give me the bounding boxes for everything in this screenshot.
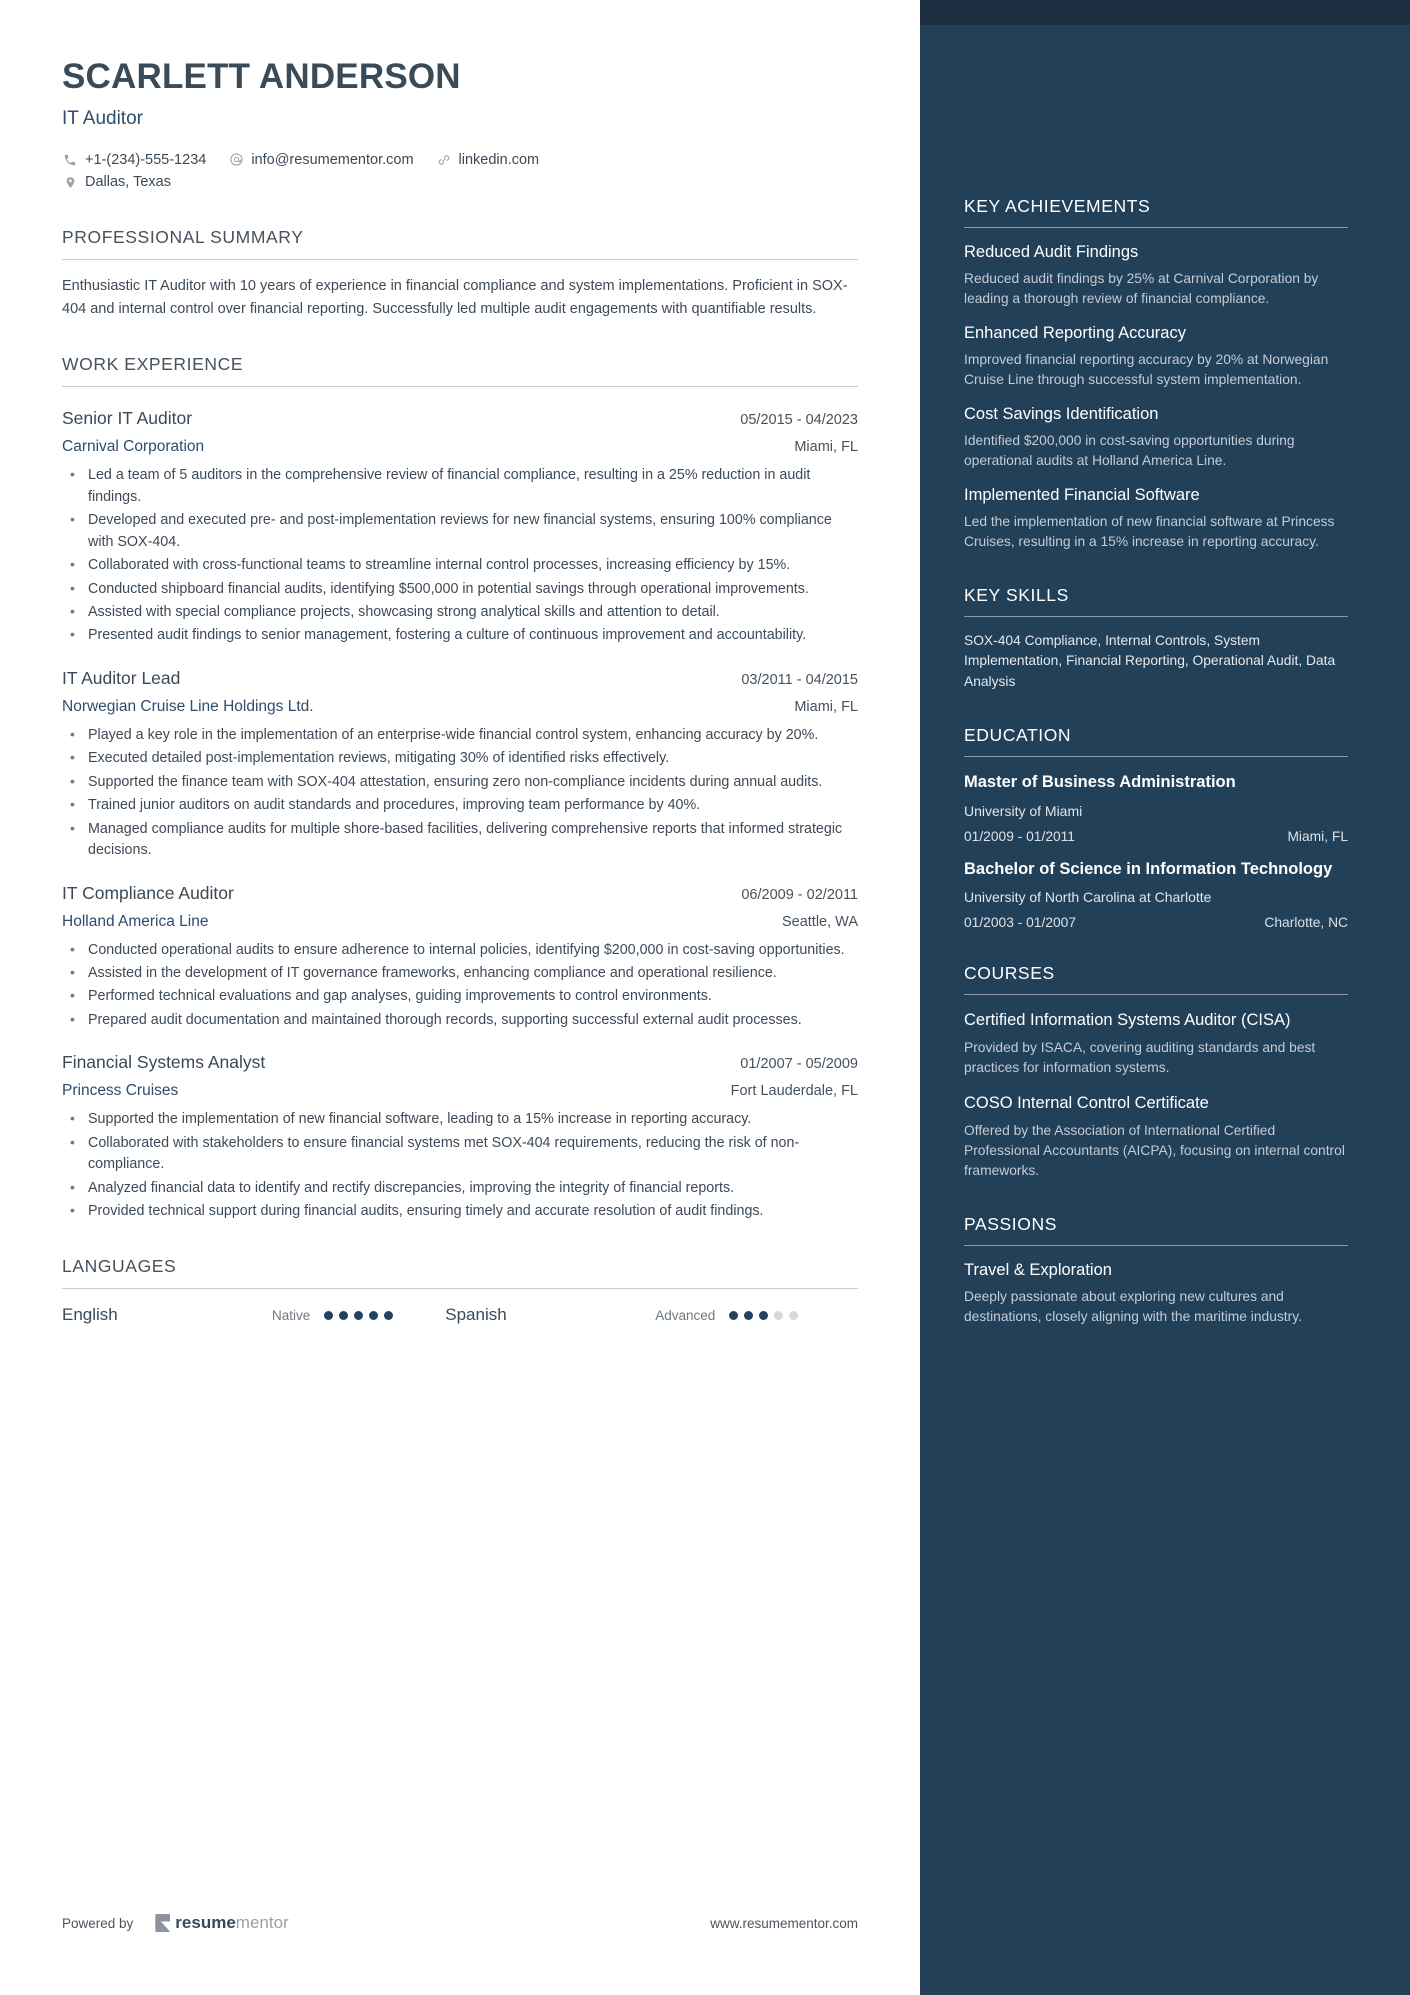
education-item <box>964 859 1348 931</box>
contact-linkedin[interactable] <box>436 149 540 171</box>
job-header-row <box>62 668 858 689</box>
job-bullet-list <box>62 465 858 647</box>
section-divider <box>964 227 1348 228</box>
phone-icon <box>62 152 78 168</box>
resumementor-logo-icon <box>155 1914 170 1932</box>
section-work-experience <box>62 354 858 1222</box>
achievement-description: Reduced audit findings by 25% at Carnival Corporation by leading a thorough review of financial compliance. <box>964 271 1319 306</box>
education-location: Miami, FL <box>1287 828 1348 844</box>
job-bullet: • Analyzed financial data to identify and rectify discrepancies, improving the integrity of financial reports. <box>62 1178 858 1199</box>
job-company-row <box>62 698 858 716</box>
key-skills-text: SOX-404 Compliance, Internal Controls, System Implementation, Financial Reporting, Operational Audit, Data Analysis <box>964 633 1336 689</box>
section-divider <box>62 386 858 387</box>
job-bullet: • Supported the finance team with SOX-404 attestation, ensuring zero non-compliance incidents during annual audits. <box>62 772 858 793</box>
section-key-achievements <box>964 196 1348 552</box>
job-company-row <box>62 913 858 931</box>
email-icon <box>228 152 244 168</box>
section-divider <box>964 1245 1348 1246</box>
job-bullet: • Presented audit findings to senior management, fostering a culture of continuous improvement and accountability. <box>62 625 858 646</box>
job-bullet: • Developed and executed pre- and post-implementation reviews for new financial systems, ensuring 100% compliance with SOX-404. <box>62 510 858 553</box>
section-divider <box>964 756 1348 757</box>
job-bullet: • Assisted in the development of IT governance frameworks, enhancing compliance and operational resilience. <box>62 963 858 984</box>
job-bullet: • Played a key role in the implementation of an enterprise-wide financial control system, enhancing accuracy by 20%. <box>62 725 858 746</box>
job-title: IT Compliance Auditor <box>62 882 234 903</box>
proficiency-dot <box>774 1311 783 1320</box>
job-bullet: • Collaborated with cross-functional teams to streamline internal control processes, increasing efficiency by 15%. <box>62 555 858 576</box>
work-experience-entry <box>62 408 858 647</box>
education-meta-row <box>964 915 1348 930</box>
education-location: Charlotte, NC <box>1264 915 1348 931</box>
job-bullet-list <box>62 1109 858 1222</box>
education-degree: Bachelor of Science in Information Technology <box>964 859 1333 878</box>
achievement-item <box>964 324 1348 390</box>
proficiency-dot <box>339 1311 348 1320</box>
section-divider <box>964 994 1348 995</box>
languages-row <box>62 1305 858 1325</box>
page-footer <box>62 1913 858 1933</box>
education-date: 01/2009 - 01/2011 <box>964 828 1075 844</box>
proficiency-dot <box>729 1311 738 1320</box>
job-bullet: • Led a team of 5 auditors in the comprehensive review of financial compliance, resulting in a 25% reduction in audit findings. <box>62 465 858 508</box>
job-date: 05/2015 - 04/2023 <box>740 412 858 429</box>
page-title: SCARLETT ANDERSON <box>62 57 461 96</box>
achievement-title: Cost Savings Identification <box>964 405 1159 423</box>
achievement-item <box>964 486 1348 552</box>
education-school: University of Miami <box>964 802 1083 819</box>
achievement-description: Led the implementation of new financial software at Princess Cruises, resulting in a 15% increase in reporting accuracy. <box>964 514 1335 549</box>
job-location: Seattle, WA <box>781 913 858 930</box>
section-education <box>964 725 1348 930</box>
powered-by-label: Powered by <box>62 1915 134 1931</box>
job-header-row <box>62 1052 858 1073</box>
job-bullet-list <box>62 940 858 1032</box>
section-title-professional-summary: PROFESSIONAL SUMMARY <box>62 227 304 248</box>
contact-phone-text: +1-(234)-555-1234 <box>85 151 207 168</box>
powered-by-block <box>62 1913 289 1933</box>
job-bullet: • Prepared audit documentation and maintained thorough records, supporting successful external audit processes. <box>62 1010 858 1031</box>
course-title: COSO Internal Control Certificate <box>964 1094 1209 1113</box>
course-description: Offered by the Association of International Certified Professional Accountants (AICPA), focusing on internal control frameworks. <box>964 1122 1345 1178</box>
language-level: Native <box>272 1307 311 1323</box>
footer-website[interactable]: www.resumementor.com <box>710 1915 858 1931</box>
job-location: Miami, FL <box>794 439 858 456</box>
work-experience-entry <box>62 668 858 862</box>
proficiency-dot <box>759 1311 768 1320</box>
work-experience-entry <box>62 883 858 1032</box>
job-bullet: • Conducted operational audits to ensure adherence to internal policies, identifying $200,000 in cost-saving opportunities. <box>62 940 858 961</box>
professional-summary-text: Enthusiastic IT Auditor with 10 years of experience in financial compliance and system implementations. Proficient in SOX-404 and internal control over financial reporting. Successfully led multiple audit engagements with quantifiable results. <box>62 278 848 317</box>
section-title-education: EDUCATION <box>964 725 1072 746</box>
proficiency-dot <box>744 1311 753 1320</box>
contact-phone[interactable] <box>62 149 206 171</box>
job-bullet: • Supported the implementation of new financial software, leading to a 15% increase in reporting accuracy. <box>62 1109 858 1130</box>
achievement-title: Reduced Audit Findings <box>964 243 1139 261</box>
proficiency-dot <box>789 1311 798 1320</box>
course-title: Certified Information Systems Auditor (CISA) <box>964 1011 1291 1030</box>
sidebar-content <box>964 0 1348 1327</box>
achievement-item <box>964 243 1348 309</box>
job-date: 03/2011 - 04/2015 <box>741 671 858 688</box>
logo-text-light: mentor <box>235 1913 289 1932</box>
job-title: Financial Systems Analyst <box>62 1052 266 1073</box>
job-company: Holland America Line <box>62 912 209 930</box>
contact-info <box>62 149 858 194</box>
job-bullet: • Provided technical support during financial audits, ensuring timely and accurate resolution of audit findings. <box>62 1201 858 1222</box>
job-bullet: • Performed technical evaluations and gap analyses, guiding improvements to control environments. <box>62 986 858 1007</box>
passion-description: Deeply passionate about exploring new cultures and destinations, closely aligning with the maritime industry. <box>964 1288 1302 1324</box>
section-divider <box>964 616 1348 617</box>
job-bullet: • Assisted with special compliance projects, showcasing strong analytical skills and attention to detail. <box>62 602 858 623</box>
education-school: University of North Carolina at Charlotte <box>964 889 1212 906</box>
resumementor-logo[interactable] <box>155 1913 288 1933</box>
section-divider <box>62 259 858 260</box>
achievement-description: Identified $200,000 in cost-saving opportunities during operational audits at Holland America Line. <box>964 433 1295 468</box>
contact-email-text: info@resumementor.com <box>251 151 414 168</box>
job-bullet: • Conducted shipboard financial audits, identifying $500,000 in potential savings through operational improvements. <box>62 579 858 600</box>
job-location: Fort Lauderdale, FL <box>730 1083 858 1100</box>
job-company: Princess Cruises <box>62 1082 179 1100</box>
job-bullet: • Collaborated with stakeholders to ensure financial systems met SOX-404 requirements, reducing the risk of non-compliance. <box>62 1133 858 1176</box>
job-bullet: • Trained junior auditors on audit standards and procedures, improving team performance by 40%. <box>62 795 858 816</box>
language-item <box>445 1305 798 1325</box>
language-level: Advanced <box>655 1307 716 1323</box>
achievement-title: Implemented Financial Software <box>964 486 1200 504</box>
language-item <box>62 1305 393 1325</box>
passion-title: Travel & Exploration <box>964 1260 1112 1279</box>
section-key-skills <box>964 585 1348 692</box>
job-location: Miami, FL <box>794 698 858 715</box>
achievement-title: Enhanced Reporting Accuracy <box>964 324 1186 342</box>
achievement-description: Improved financial reporting accuracy by 20% at Norwegian Cruise Line through successful system implementation. <box>964 352 1329 387</box>
education-degree: Master of Business Administration <box>964 773 1236 792</box>
contact-email[interactable] <box>228 149 413 171</box>
proficiency-dot <box>354 1311 363 1320</box>
language-name: English <box>62 1305 118 1325</box>
proficiency-dot <box>369 1311 378 1320</box>
section-title-courses: COURSES <box>964 963 1055 984</box>
course-description: Provided by ISACA, covering auditing standards and best practices for information systems. <box>964 1040 1316 1076</box>
job-bullet: • Managed compliance audits for multiple shore-based facilities, delivering comprehensive reports that informed strategic decisions. <box>62 819 858 862</box>
resume-sidebar <box>920 0 1410 1995</box>
course-item <box>964 1010 1348 1078</box>
job-bullet-list <box>62 725 858 862</box>
job-date: 01/2007 - 05/2009 <box>740 1056 858 1073</box>
job-header-row <box>62 408 858 429</box>
work-experience-entry <box>62 1052 858 1222</box>
sidebar-top-strip <box>920 0 1410 25</box>
section-divider <box>62 1288 858 1289</box>
achievement-item <box>964 405 1348 471</box>
contact-line-primary <box>62 149 858 171</box>
passion-item <box>964 1261 1348 1327</box>
job-company-row <box>62 1082 858 1100</box>
job-company-row <box>62 438 858 456</box>
job-title: IT Auditor Lead <box>62 667 181 688</box>
section-title-work-experience: WORK EXPERIENCE <box>62 354 244 375</box>
job-date: 06/2009 - 02/2011 <box>741 886 858 903</box>
proficiency-dot <box>384 1311 393 1320</box>
language-proficiency-dots <box>729 1311 798 1320</box>
logo-text-bold: resume <box>175 1913 236 1932</box>
section-courses <box>964 963 1348 1180</box>
job-title: Senior IT Auditor <box>62 408 193 429</box>
section-title-languages: LANGUAGES <box>62 1256 177 1277</box>
contact-linkedin-text: linkedin.com <box>458 151 540 168</box>
education-item <box>964 772 1348 844</box>
language-proficiency-dots <box>324 1311 393 1320</box>
section-languages <box>62 1256 858 1325</box>
language-name: Spanish <box>445 1305 507 1325</box>
section-passions <box>964 1214 1348 1327</box>
location-pin-icon <box>62 174 78 190</box>
section-title-passions: PASSIONS <box>964 1213 1057 1234</box>
education-meta-row <box>964 829 1348 844</box>
proficiency-dot <box>324 1311 333 1320</box>
job-company: Norwegian Cruise Line Holdings Ltd. <box>62 697 314 715</box>
contact-location-text: Dallas, Texas <box>85 173 171 190</box>
link-icon <box>436 152 452 168</box>
section-title-key-skills: KEY SKILLS <box>964 585 1069 605</box>
section-title-key-achievements: KEY ACHIEVEMENTS <box>964 196 1151 216</box>
contact-line-location <box>62 171 858 193</box>
course-item <box>964 1093 1348 1181</box>
job-header-row <box>62 883 858 904</box>
education-date: 01/2003 - 01/2007 <box>964 915 1077 931</box>
job-bullet: • Executed detailed post-implementation reviews, mitigating 30% of identified risks effectively. <box>62 748 858 769</box>
section-professional-summary <box>62 227 858 320</box>
job-role-subtitle: IT Auditor <box>62 107 143 129</box>
job-company: Carnival Corporation <box>62 438 205 456</box>
contact-location <box>62 171 171 193</box>
